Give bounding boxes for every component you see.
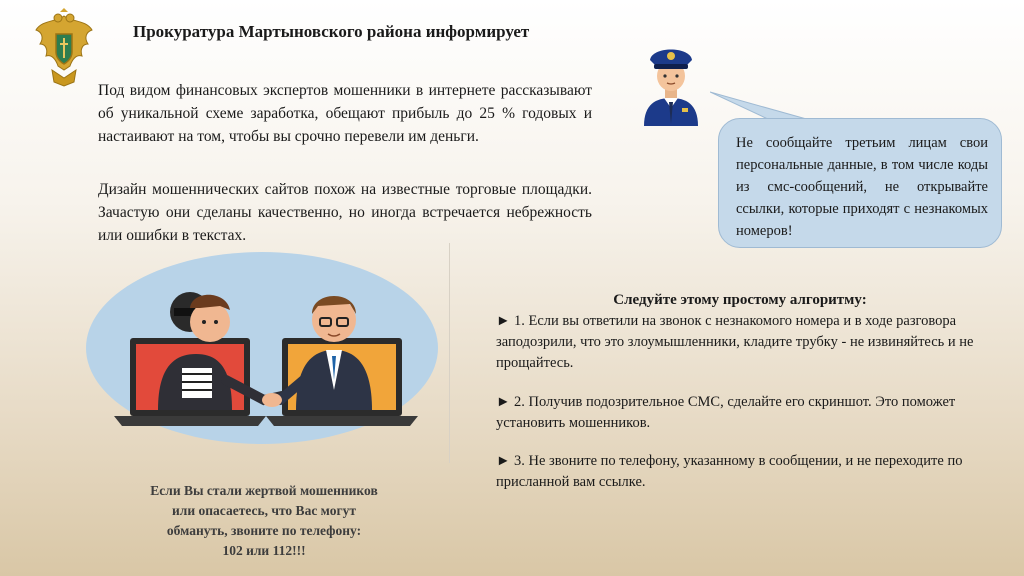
warning-line-1: Если Вы стали жертвой мошенников bbox=[150, 483, 378, 498]
prosecutor-emblem-icon bbox=[34, 8, 94, 88]
emergency-contact-note bbox=[116, 481, 412, 561]
page-title: Прокуратура Мартыновского района информирует bbox=[133, 22, 530, 41]
algorithm-step-1: ► 1. Если вы ответили на звонок с незнакомого номера и в ходе разговора заподозрили, что это злоумышленники, кладите трубку - не извиняйтесь и не прощайтесь. bbox=[496, 313, 974, 371]
intro-paragraph-1: Под видом финансовых экспертов мошенники в интернете рассказывают об уникальной схеме заработка, обещают прибыль до 25 % годовых и настаивают на том, чтобы вы срочно перевели им деньги. bbox=[98, 82, 592, 145]
intro-paragraph-2: Дизайн мошеннических сайтов похож на известные торговые площадки. Зачастую они сделаны качественно, но иногда встречается небрежность или ошибки в текстах. bbox=[98, 181, 592, 244]
vertical-divider bbox=[449, 243, 450, 463]
speech-bubble-text: Не сообщайте третьим лицам свои персональные данные, в том числе коды из смс-сообщений, не открывайте ссылки, которые приходят с незнакомых номеров! bbox=[736, 135, 988, 239]
scammer-handshake-illustration bbox=[86, 250, 438, 446]
warning-line-4: 102 или 112!!! bbox=[222, 543, 306, 558]
police-officer-icon bbox=[638, 38, 704, 126]
warning-line-2: или опасаетесь, что Вас могут bbox=[172, 503, 356, 518]
algorithm-step-3: ► 3. Не звоните по телефону, указанному в сообщении, и не переходите по присланной вам ссылке. bbox=[496, 453, 963, 490]
algorithm-title: Следуйте этому простому алгоритму: bbox=[613, 292, 867, 308]
warning-line-3: обмануть, звоните по телефону: bbox=[166, 523, 362, 538]
algorithm-step-2: ► 2. Получив подозрительное СМС, сделайте его скриншот. Это поможет установить мошенников. bbox=[496, 394, 956, 431]
